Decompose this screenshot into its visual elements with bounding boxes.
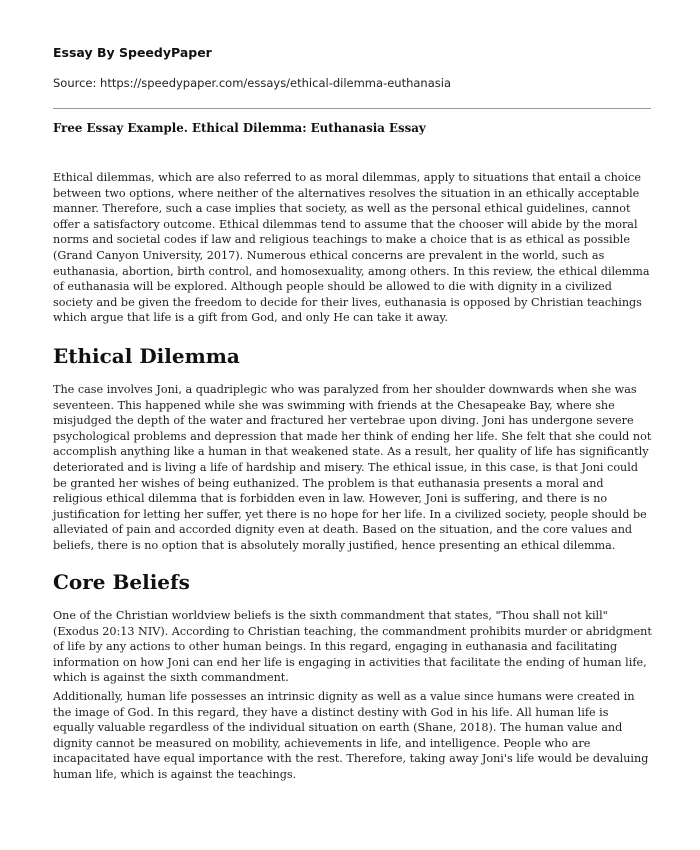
section-heading-core-beliefs: Core Beliefs (53, 570, 190, 594)
intro-paragraph: Ethical dilemmas, which are also referred to as moral dilemmas, apply to situations that entail a choice between two options, where neither of the alternatives resolves the situation in an ethically acceptable manner. Therefore, such a case implies that society, as well as the personal ethical guidelines, cannot offer a satisfactory outcome. Ethical dilemmas tend to assume that the chooser will abide by the moral norms and societal codes if law and religious teachings to make a choice that is as ethical as possible (Grand Canyon University, 2017). Numerous ethical concerns are prevalent in the world, such as euthanasia, abortion, birth control, and homosexuality, among others. In this review, the ethical dilemma of euthanasia will be explored. Although people should be allowed to die with dignity in a civilized society and be given the freedom to decide for their lives, euthanasia is opposed by Christian teachings which argue that life is a gift from God, and only He can take it away. (53, 171, 650, 325)
header-divider (53, 108, 651, 109)
site-title: Essay By SpeedyPaper (53, 45, 212, 60)
essay-title: Free Essay Example. Ethical Dilemma: Euthanasia Essay (53, 121, 426, 135)
core-beliefs-paragraph-2: Additionally, human life possesses an intrinsic dignity as well as a value since humans were created in the image of God. In this regard, they have a distinct destiny with God in his life. All human life is equally valuable regardless of the individual situation on earth (Shane, 2018). The human value and dignity cannot be measured on mobility, achievements in life, and intelligence. People who are incapacitated have equal importance with the rest. Therefore, taking away Joni's life would be devaluing human life, which is against the teachings. (53, 690, 649, 781)
ethical-dilemma-paragraph: The case involves Joni, a quadriplegic who was paralyzed from her shoulder downwards when she was seventeen. This happened while she was swimming with friends at the Chesapeake Bay, where she misjudged the depth of the water and fractured her vertebrae upon diving. Joni has undergone severe psychological problems and depression that made her think of ending her life. She felt that she could not accomplish anything like a human in that weakened state. As a result, her quality of life has significantly deteriorated and is living a life of hardship and misery. The ethical issue, in this case, is that Joni could be granted her wishes of being euthanized. The problem is that euthanasia presents a moral and religious ethical dilemma that is forbidden even in law. However, Joni is suffering, and there is no justification for letting her suffer, yet there is no hope for her life. In a civilized society, people should be alleviated of pain and accorded dignity even at death. Based on the situation, and the core values and beliefs, there is no option that is absolutely morally justified, hence presenting an ethical dilemma. (53, 383, 652, 552)
core-beliefs-paragraph-1: One of the Christian worldview beliefs is the sixth commandment that states, "Thou shall not kill" (Exodus 20:13 NIV). According to Christian teaching, the commandment prohibits murder or abridgment of life by any actions to other human beings. In this regard, engaging in euthanasia and facilitating information on how Joni can end her life is engaging in activities that facilitate the ending of human life, which is against the sixth commandment. (53, 609, 652, 685)
section-heading-ethical-dilemma: Ethical Dilemma (53, 344, 240, 368)
source-line: Source: https://speedypaper.com/essays/ethical-dilemma-euthanasia (53, 76, 451, 90)
